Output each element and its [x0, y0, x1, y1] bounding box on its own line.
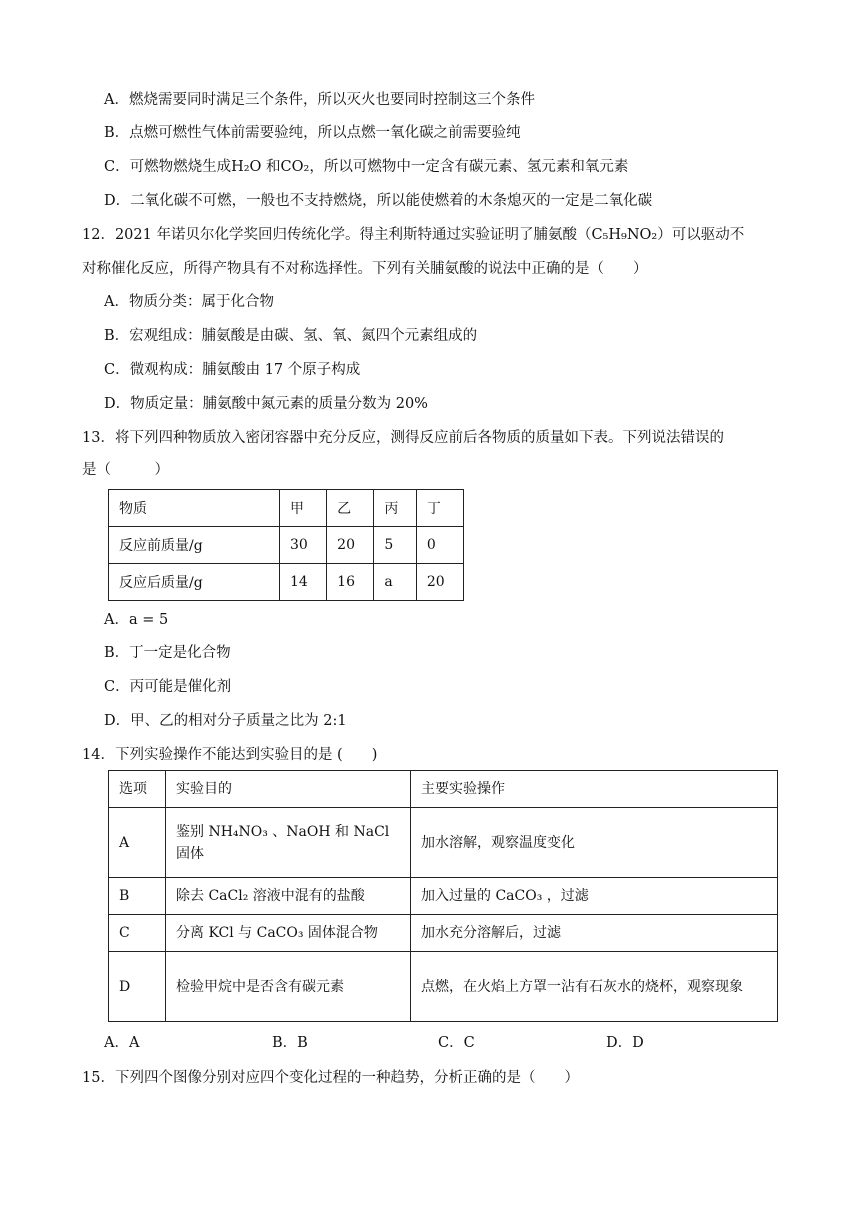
- table-cell: 选项: [109, 771, 166, 808]
- q14-stem: 14．下列实验操作不能达到实验目的是 ( ): [82, 747, 378, 763]
- table-cell: 20: [327, 527, 374, 564]
- table-cell: 反应后质量/g: [109, 564, 280, 601]
- table-cell: C: [109, 915, 166, 952]
- table-cell: 物质: [109, 490, 280, 527]
- q13-option-b: B．丁一定是化合物: [104, 645, 231, 661]
- table-cell: 20: [416, 564, 463, 601]
- table-cell: 甲: [280, 490, 327, 527]
- table-cell: 检验甲烷中是否含有碳元素: [166, 952, 411, 1022]
- q14-choice-b: B．B: [272, 1035, 308, 1051]
- table-cell: 加水溶解，观察温度变化: [411, 808, 778, 878]
- table-cell: 反应前质量/g: [109, 527, 280, 564]
- q12-stem-line2: 对称催化反应，所得产物具有不对称选择性。下列有关脯氨酸的说法中正确的是（ ）: [82, 261, 648, 277]
- table-cell: a: [374, 564, 417, 601]
- q13-option-a: A．a = 5: [104, 612, 169, 628]
- table-header-row: [109, 771, 778, 808]
- q12-option-a: A．物质分类：属于化合物: [104, 294, 274, 310]
- q14-experiment-table: [108, 770, 778, 1022]
- table-cell: 乙: [327, 490, 374, 527]
- table-row: [109, 808, 778, 878]
- table-cell: 分离 KCl 与 CaCO₃ 固体混合物: [166, 915, 411, 952]
- q12-option-c: C．微观构成：脯氨酸由 17 个原子构成: [104, 362, 361, 378]
- table-row: [109, 915, 778, 952]
- table-cell: 除去 CaCl₂ 溶液中混有的盐酸: [166, 878, 411, 915]
- q14-choice-a: A．A: [104, 1035, 140, 1051]
- table-cell: 鉴别 NH₄NO₃ 、NaOH 和 NaCl 固体: [166, 808, 411, 878]
- table-row: [109, 564, 464, 601]
- table-cell: 加入过量的 CaCO₃ ，过滤: [411, 878, 778, 915]
- q14-choice-d: D．D: [606, 1035, 644, 1051]
- table-cell: 16: [327, 564, 374, 601]
- q13-option-d: D．甲、乙的相对分子质量之比为 2:1: [104, 713, 347, 729]
- table-cell: 实验目的: [166, 771, 411, 808]
- table-cell: 加水充分溶解后，过滤: [411, 915, 778, 952]
- table-row: [109, 952, 778, 1022]
- table-cell: D: [109, 952, 166, 1022]
- table-cell: 14: [280, 564, 327, 601]
- q15-stem: 15．下列四个图像分别对应四个变化过程的一种趋势，分析正确的是（ ）: [82, 1070, 579, 1086]
- table-cell: 丙: [374, 490, 417, 527]
- q13-mass-table: [108, 489, 464, 601]
- table-cell: 丁: [416, 490, 463, 527]
- q13-stem-line2: 是（ ）: [82, 462, 169, 478]
- table-row: [109, 878, 778, 915]
- q13-option-c: C．丙可能是催化剂: [104, 679, 232, 695]
- table-cell: 30: [280, 527, 327, 564]
- table-cell: 5: [374, 527, 417, 564]
- q11-option-b: B．点燃可燃性气体前需要验纯，所以点燃一氧化碳之前需要验纯: [104, 125, 521, 141]
- table-cell: B: [109, 878, 166, 915]
- q14-choice-c: C．C: [438, 1035, 475, 1051]
- q11-option-c: C．可燃物燃烧生成H₂O 和CO₂，所以可燃物中一定含有碳元素、氢元素和氧元素: [104, 159, 629, 175]
- table-row: [109, 527, 464, 564]
- table-cell: 0: [416, 527, 463, 564]
- table-cell: 主要实验操作: [411, 771, 778, 808]
- q12-option-b: B．宏观组成：脯氨酸是由碳、氢、氧、氮四个元素组成的: [104, 328, 478, 344]
- table-header-row: [109, 490, 464, 527]
- q11-option-d: D．二氧化碳不可燃，一般也不支持燃烧，所以能使燃着的木条熄灭的一定是二氧化碳: [104, 193, 653, 209]
- q11-option-a: A．燃烧需要同时满足三个条件，所以灭火也要同时控制这三个条件: [104, 92, 535, 108]
- table-cell: 点燃，在火焰上方罩一沾有石灰水的烧杯，观察现象: [411, 952, 778, 1022]
- table-cell: A: [109, 808, 166, 878]
- q12-stem-line1: 12．2021 年诺贝尔化学奖回归传统化学。得主利斯特通过实验证明了脯氨酸（C₅H₉NO₂）可以驱动不: [82, 227, 745, 243]
- q13-stem-line1: 13．将下列四种物质放入密闭容器中充分反应，测得反应前后各物质的质量如下表。下列说法错误的: [82, 430, 724, 446]
- q12-option-d: D．物质定量：脯氨酸中氮元素的质量分数为 20%: [104, 396, 428, 412]
